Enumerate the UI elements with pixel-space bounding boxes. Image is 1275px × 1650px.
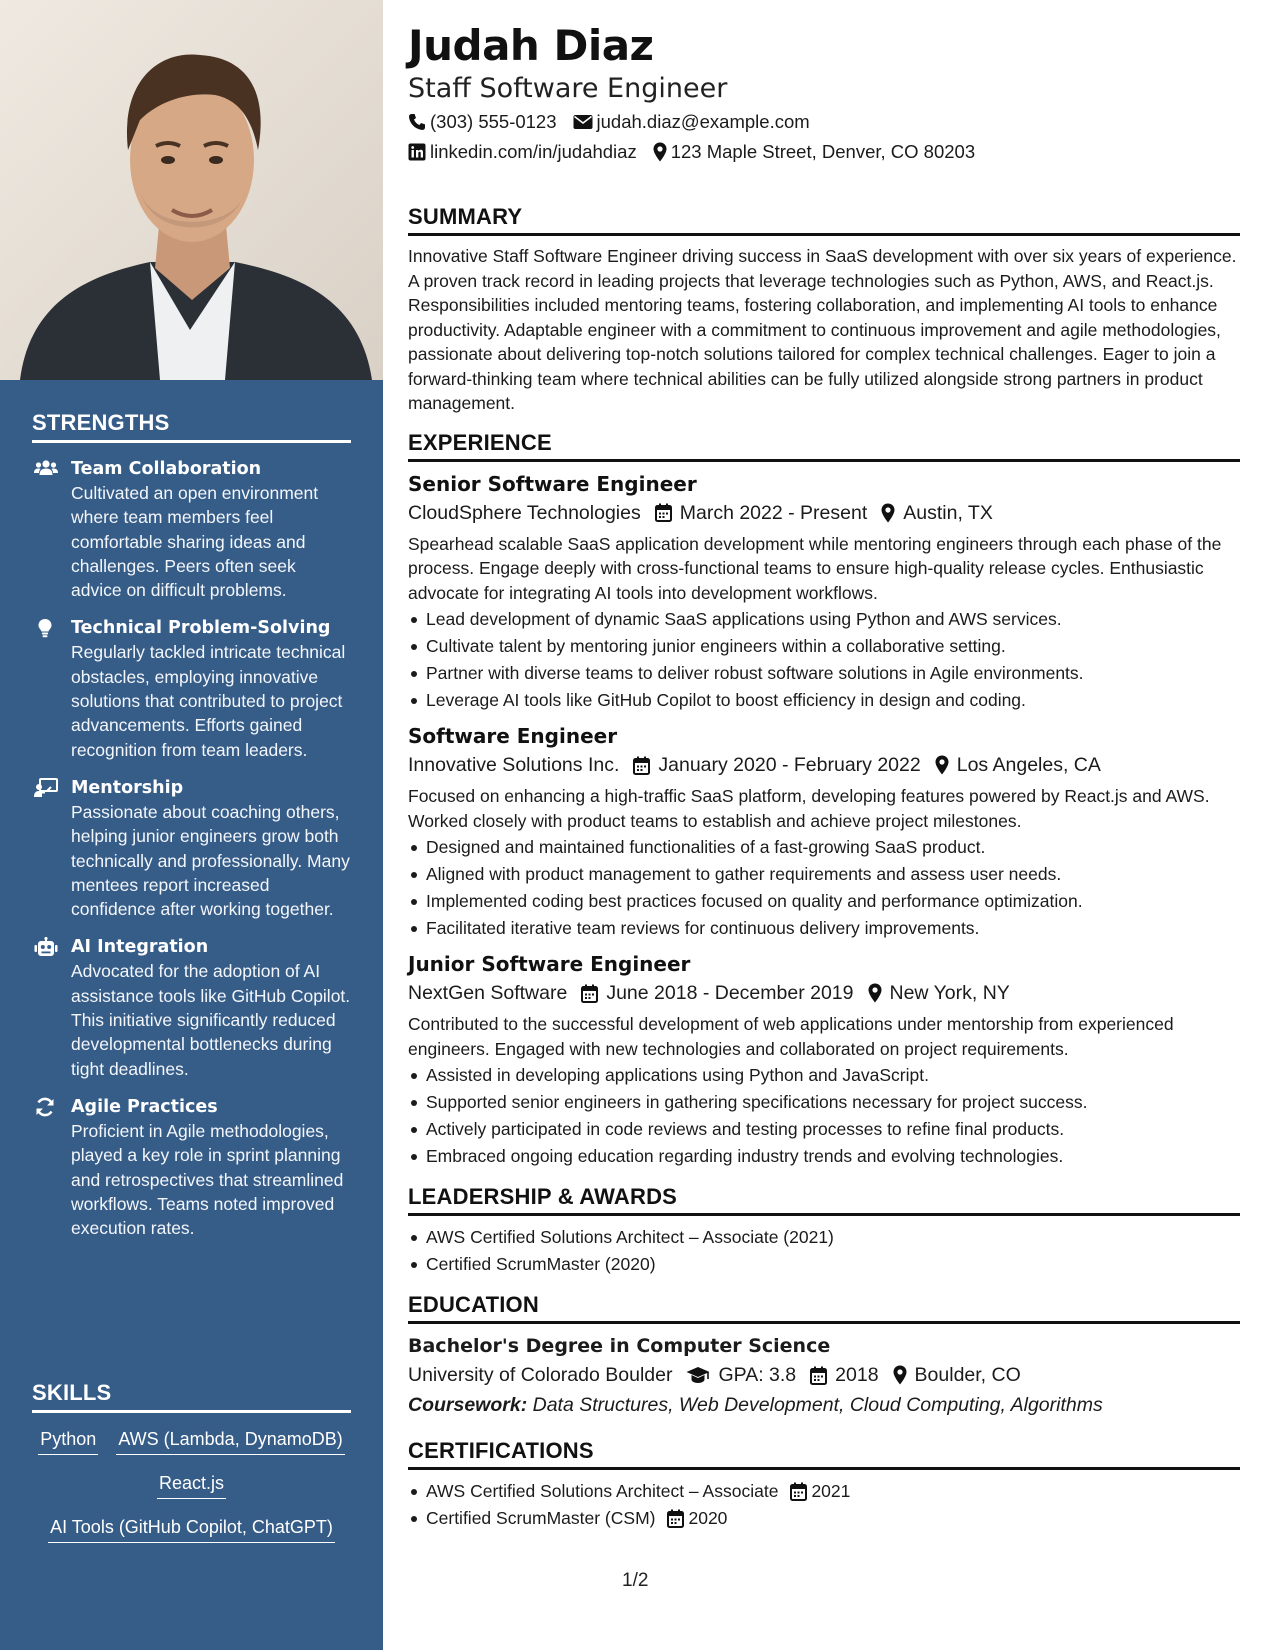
main-content — [408, 20, 1240, 1532]
job-bullets — [408, 1062, 1240, 1170]
strength-name: Agile Practices — [71, 1096, 218, 1117]
skill-tag: React.js — [157, 1471, 226, 1499]
strength-name: AI Integration — [71, 937, 209, 958]
certifications-section — [408, 1438, 1240, 1532]
job-location: New York, NY — [889, 982, 1010, 1004]
calendar-icon — [581, 984, 598, 1003]
calendar-icon — [810, 1366, 827, 1385]
job-meta — [408, 498, 1240, 528]
summary-text: Innovative Staff Software Engineer driving success in SaaS development with over six years of experience. A proven track record in leading projects that leverage technologies such as Python, AWS, and React.js. Responsibilities included mentoring teams, fostering collaboration, and implementing AI tools to enhance productivity. Adaptable engineer with a commitment to continuous improvement and agile methodologies, passionate about delivering top-notch solutions tailored for complex technical challenges. Eager to join a forward-thinking team where technical abilities can be fully utilized alongside strong partners in product management. — [408, 246, 1237, 413]
skill-tag: AWS (Lambda, DynamoDB) — [116, 1427, 344, 1455]
skill-tag: Python — [38, 1427, 98, 1455]
coursework-line — [408, 1390, 1240, 1420]
robot-icon — [34, 937, 56, 957]
certification-name: Certified ScrumMaster (CSM) — [426, 1508, 656, 1528]
job-role: Software Engineer — [408, 724, 618, 748]
certifications-heading: CERTIFICATIONS — [408, 1438, 1240, 1470]
job-dates: January 2020 - February 2022 — [658, 754, 921, 776]
job-entry — [408, 470, 1240, 715]
lightbulb-icon — [34, 618, 56, 638]
sync-icon — [34, 1097, 56, 1117]
job-location: Los Angeles, CA — [956, 754, 1101, 776]
calendar-icon — [655, 503, 672, 522]
job-role: Senior Software Engineer — [408, 471, 697, 496]
bullet-item: Designed and maintained functionalities of a fast-growing SaaS product. — [408, 834, 1240, 861]
linkedin-link[interactable]: linkedin.com/in/judahdiaz — [430, 141, 637, 162]
bullet-item: Actively participated in code reviews and testing processes to refine final products. — [408, 1116, 1240, 1143]
job-location: Austin, TX — [903, 501, 993, 524]
job-entry — [408, 950, 1240, 1170]
job-entry — [408, 722, 1240, 942]
skill-tag: AI Tools (GitHub Copilot, ChatGPT) — [48, 1515, 335, 1543]
map-pin-icon — [935, 755, 949, 775]
email-link[interactable]: judah.diaz@example.com — [596, 111, 810, 132]
job-bullets — [408, 834, 1240, 942]
coursework-text: Data Structures, Web Development, Cloud Computing, Algorithms — [532, 1394, 1103, 1416]
calendar-icon — [790, 1482, 807, 1501]
map-pin-icon — [881, 503, 895, 523]
map-pin-icon — [653, 142, 667, 162]
skills-list — [32, 1427, 351, 1543]
company-name: Innovative Solutions Inc. — [408, 754, 620, 776]
page-number: 1/2 — [622, 1570, 649, 1591]
bullet-item: Assisted in developing applications using Python and JavaScript. — [408, 1062, 1240, 1089]
strengths-heading: STRENGTHS — [32, 410, 351, 443]
job-role: Junior Software Engineer — [408, 952, 691, 976]
school-name: University of Colorado Boulder — [408, 1364, 673, 1386]
sidebar — [0, 0, 383, 1650]
experience-heading: EXPERIENCE — [408, 430, 1240, 462]
certification-item — [408, 1505, 1240, 1532]
company-name: CloudSphere Technologies — [408, 501, 641, 524]
contact-row — [408, 138, 1240, 166]
strength-name: Mentorship — [71, 777, 184, 798]
users-icon — [34, 459, 56, 479]
envelope-icon — [573, 114, 593, 130]
strength-item — [32, 935, 351, 1080]
bullet-item: Facilitated iterative team reviews for continuous delivery improvements. — [408, 915, 1240, 942]
strength-item — [32, 616, 351, 761]
strength-desc: Regularly tackled intricate technical obstacles, employing innovative solutions that contributed to project advancements. Efforts gained recognition from team leaders. — [71, 642, 346, 760]
gpa-text: GPA: 3.8 — [718, 1364, 797, 1386]
strength-desc: Passionate about coaching others, helping junior engineers grow both technically and professionally. Many mentees report increased confidence after working together. — [71, 801, 350, 920]
job-description: Contributed to the successful development of web applications under mentorship from experienced engineers. Engaged with new technologies and collaborated on project requirements. — [408, 1014, 1174, 1059]
linkedin-icon — [408, 143, 426, 161]
address-text: 123 Maple Street, Denver, CO 80203 — [670, 141, 976, 162]
summary-section — [408, 204, 1240, 416]
strength-desc: Advocated for the adoption of AI assistance tools like GitHub Copilot. This initiative significantly reduced developmental bottlenecks during tight deadlines. — [71, 961, 351, 1079]
bullet-item: Lead development of dynamic SaaS applications using Python and AWS services. — [408, 606, 1240, 633]
experience-section — [408, 430, 1240, 1171]
job-description: Focused on enhancing a high-traffic SaaS platform, developing features powered by React.js and AWS. Worked closely with product teams to establish and achieve project milestones. — [408, 786, 1210, 831]
certification-item — [408, 1478, 1240, 1505]
strength-name: Technical Problem-Solving — [71, 618, 331, 639]
job-dates: March 2022 - Present — [679, 501, 868, 524]
company-name: NextGen Software — [408, 982, 568, 1004]
job-meta — [408, 750, 1240, 780]
strengths-section — [32, 410, 351, 1240]
candidate-name: Judah Diaz — [408, 21, 654, 70]
map-pin-icon — [893, 1365, 907, 1385]
strength-desc: Proficient in Agile methodologies, played a key role in sprint planning and retrospectives that streamlined workflows. Teams noted improved execution rates. — [71, 1120, 344, 1239]
skills-heading: SKILLS — [32, 1380, 351, 1413]
award-item: Certified ScrumMaster (2020) — [408, 1251, 1240, 1278]
bullet-item: Leverage AI tools like GitHub Copilot to boost efficiency in design and coding. — [408, 687, 1240, 714]
leadership-heading: LEADERSHIP & AWARDS — [408, 1184, 1240, 1216]
bullet-item: Aligned with product management to gather requirements and assess user needs. — [408, 861, 1240, 888]
map-pin-icon — [868, 983, 882, 1003]
candidate-title: Staff Software Engineer — [408, 73, 728, 104]
strength-desc: Cultivated an open environment where team members feel comfortable sharing ideas and challenges. Peers often seek advice on difficult problems. — [71, 483, 319, 601]
strength-item — [32, 457, 351, 602]
certification-name: AWS Certified Solutions Architect – Associate — [426, 1481, 779, 1501]
chalkboard-teacher-icon — [34, 778, 56, 798]
bullet-item: Cultivate talent by mentoring junior engineers within a collaborative setting. — [408, 633, 1240, 660]
graduation-year: 2018 — [835, 1364, 879, 1386]
bullet-item: Embraced ongoing education regarding industry trends and evolving technologies. — [408, 1143, 1240, 1170]
strength-name: Team Collaboration — [71, 459, 262, 479]
calendar-icon — [667, 1509, 684, 1528]
education-heading: EDUCATION — [408, 1292, 1240, 1324]
school-location: Boulder, CO — [914, 1364, 1021, 1386]
leadership-list — [408, 1224, 1240, 1278]
award-item: AWS Certified Solutions Architect – Associate (2021) — [408, 1224, 1240, 1251]
phone-text: (303) 555-0123 — [430, 111, 557, 132]
education-meta — [408, 1360, 1240, 1390]
graduation-cap-icon — [686, 1366, 710, 1384]
calendar-icon — [633, 756, 650, 775]
degree-name: Bachelor's Degree in Computer Science — [408, 1335, 831, 1357]
phone-icon — [408, 113, 426, 131]
coursework-label: Coursework: — [408, 1394, 528, 1416]
education-section — [408, 1292, 1240, 1420]
job-meta — [408, 978, 1240, 1008]
leadership-section — [408, 1184, 1240, 1278]
bullet-item: Supported senior engineers in gathering specifications necessary for project success. — [408, 1089, 1240, 1116]
skills-section — [32, 1380, 351, 1559]
summary-heading: SUMMARY — [408, 204, 1240, 236]
job-description: Spearhead scalable SaaS application development while mentoring engineers through each phase of the process. Engage deeply with cross-functional teams to ensure high-quality release cycles. Enthusiastic advocate for integrating AI tools into development workflows. — [408, 533, 1222, 603]
certification-year: 2021 — [811, 1481, 851, 1501]
certifications-list — [408, 1478, 1240, 1532]
job-dates: June 2018 - December 2019 — [606, 982, 854, 1004]
profile-photo — [0, 0, 383, 380]
strength-item — [32, 776, 351, 921]
strength-item — [32, 1095, 351, 1240]
bullet-item: Partner with diverse teams to deliver robust software solutions in Agile environments. — [408, 660, 1240, 687]
job-bullets — [408, 606, 1240, 714]
certification-year: 2020 — [688, 1508, 728, 1528]
contact-row — [408, 108, 1240, 136]
bullet-item: Implemented coding best practices focused on quality and performance optimization. — [408, 888, 1240, 915]
